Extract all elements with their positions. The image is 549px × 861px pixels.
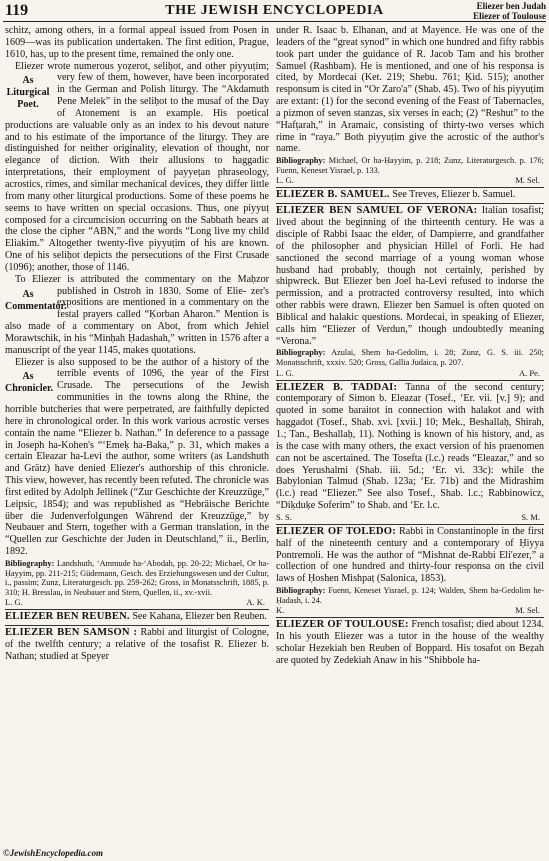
signature-right: S. M. bbox=[521, 511, 540, 522]
signature-line bbox=[276, 605, 544, 615]
signature-left: S. S. bbox=[276, 511, 292, 522]
page-number: 119 bbox=[5, 2, 29, 19]
bibliography-text: Landshuth, ‘Ammude ha-‘Abodah, pp. 20-22; Michael, Or ha-Ḥayyim, pp. 211-215; Güdemann, Gesch. des Erziehungswesen und der Cultur, i., passim; Zunz, Literaturgesch. pp. 259-262; Gross, in Monatsschrift, 1885, p. 310; H. Bresslau, in Neubauer and Stern, Quellen, ii., xv.-xvii. bbox=[5, 558, 269, 597]
paragraph-text: To Eliezer is attributed the commentary on the Maḥzor published in Ostroh in 1830. Some of Elie- bbox=[15, 273, 269, 297]
paragraph: schitz, among others, in a formal appeal issued from Posen in 1609—was its publication undertaken. The first edition, Prague, 1610, has, up to the present time, remained the only one. bbox=[5, 25, 269, 60]
bibliography-label: Bibliography: bbox=[276, 586, 326, 596]
entry-heading: ELIEZER BEN SAMUEL OF VERONA: bbox=[276, 205, 478, 217]
paragraph-chronicle bbox=[5, 357, 269, 558]
signature-right: A. Pe. bbox=[518, 367, 540, 378]
bibliography-label: Bibliography: bbox=[276, 348, 326, 358]
signature-line bbox=[276, 512, 544, 522]
entry-heading: ELIEZER OF TOULOUSE: bbox=[276, 619, 409, 631]
bibliography bbox=[276, 586, 544, 605]
paragraph-liturgy bbox=[5, 61, 269, 274]
bibliography-text: Fuenn, Keneset Yisrael, p. 124; Walden, Shem ha-Gedolim he-Ḥadash, i. 24. bbox=[276, 586, 544, 605]
right-column bbox=[276, 25, 544, 667]
running-head-first: Eliezer ben Judah bbox=[476, 1, 546, 11]
entry-eliezer-of-toulouse bbox=[276, 617, 544, 666]
entry-eliezer-of-toledo bbox=[276, 524, 544, 585]
bibliography-label: Bibliography: bbox=[276, 156, 326, 166]
running-head bbox=[473, 1, 546, 21]
bibliography bbox=[5, 559, 269, 597]
entry-eliezer-ben-samson bbox=[5, 625, 269, 663]
entry-heading: ELIEZER BEN REUBEN. bbox=[5, 611, 130, 623]
paragraph: under R. Isaac b. Elhanan, and at Mayence. He was one of the leaders of the “great synod” in which one hundred and fifty rabbis took part under the guidance of R. Jacob Tam and his brother Samuel (Rashbam). He is mentioned, and one of his responsa is cited, by Mordecai (Ket. 219; Shebu. 761; Ḳid. 515); another responsum is cited in “Or Zaro'a” (Shab. 45). Two of his piyyuṭim are extant: (1) for the second evening of the Feast of Tabernacles, a pizmon of seven stanzas, six verses in each; (2) “Reshut” to the “Hafṭarah,” in Aramaic, consisting of thirty-two verses which rime in “raya.” Both piyyuṭim give the acrostic of the author's name. bbox=[276, 25, 544, 155]
signature-line bbox=[5, 597, 269, 607]
page-header bbox=[0, 0, 549, 22]
paragraph-text: Eliezer is also supposed to be the author of a history of the terrible events of 1096, the year of the bbox=[15, 356, 269, 380]
signature-right: M. Sel. bbox=[515, 175, 540, 186]
entry-text: Italian tosafist; lived about the beginning of the thirteenth century. He was a disciple of Rabbi Isaac the elder, of Dampierre, and grandfather of the philosopher and physician Hillel of Forli. He had sanctioned the second marriage of a young woman whose husband had probably, though not certainly, perished by shipwreck. But Eliezer ben Joel ha-Levi refused to indorse the permission, and a protracted controversy resulted, into which other rabbis were drawn. Eliezer ben Samuel is often quoted on Biblical and halakic questions. Mordecai, in speaking of Eliezer, calls him “Eliezer of Verdun,” though undoubtedly meaning “Verona.” bbox=[276, 205, 544, 347]
signature-left: L. G. bbox=[276, 175, 294, 186]
signature-line bbox=[276, 175, 544, 185]
paragraph-text: zer's expositions are mentioned in a commentary on the festal prayers called “Ḳorban Aharon.” Mention is also made of a commentary on Abot, from which Jehiel Morawtschik, in his “Minḥah Ḥadashah,” written in 1576 after a manuscript of the year 1145, makes quotations. bbox=[5, 285, 269, 356]
signature-right: A. K. bbox=[246, 597, 265, 608]
paragraph-commentary bbox=[5, 274, 269, 357]
signature-left: L. G. bbox=[5, 597, 23, 608]
sidenote-commentator: As Commentator. bbox=[5, 288, 67, 312]
entry-eliezer-b-taddai bbox=[276, 380, 544, 512]
bibliography-text: Azulai, Shem ha-Gedolim, i. 28; Zunz, G. S. iii. 250; Monatsschrift, xxxiv. 520; Gross, Gallia Judaica, p. 207. bbox=[276, 348, 544, 368]
entry-text: Rabbi and liturgist of Cologne, of the twelfth century; a relative of the tosafist R. Eliezer b. Nathan; studied at Speyer bbox=[5, 627, 270, 662]
paragraph-text: Eliezer wrote numerous yoẓerot, seliḥot, and other piyyuṭim; very few of them, however, have been bbox=[15, 60, 269, 84]
entry-eliezer-b-samuel bbox=[276, 187, 544, 201]
entry-heading: ELIEZER BEN SAMSON : bbox=[5, 627, 138, 639]
entry-text: French tosafist; died about 1234. In his youth Eliezer was a tutor in the house of the wealthy scholar Hezekiah ben Reuben of Boppard. His tosafot on Beẓah are quoted by Zedekiah Anaw in his “Shibbole ha- bbox=[276, 619, 544, 666]
copyright-footer: ©JewishEncyclopedia.com bbox=[3, 848, 103, 858]
entry-heading: ELIEZER B. TADDAI: bbox=[276, 381, 398, 393]
entry-text: Tanna of the second century; contemporary of Simon b. Eleazar (Tosef., ‘Er. vii. [v.] 9); and quoted in some baraitot in connection with halakot and with haggadot (Tosef., Shab. xvi. [xvii.] 10; Mek., Beshallaḥ, Shirah, 1.; Tan., Beshallaḥ, 11). Nothing is known of his history, and, as is the case with many others, the exact version of his praenomen can not be ascertained. The Tosefta (l.c.) reads “Eleazar,” and so does Yerushalmi (Shab. iii. 5d.; ‘Er. vi. 33c): while the Babylonian Talmud (Shab. 123a; ‘Er. 71b) and the Midrashim (l.c.) read “Eliezer.” See also Tosef., Shab. l.c.; Rabbinowicz, “Diḳduḳe Soferim” to Shab. and ‘Er. l.c. bbox=[276, 381, 545, 512]
entry-text: See Treves, Eliezer b. Samuel. bbox=[392, 189, 516, 201]
sidenote-liturgical-poet: As Liturgical Poet. bbox=[6, 75, 50, 111]
paragraph-text: incorporated in the German and Polish liturgy. The “Akdamuth Pene Melek” in the seliḥot to the musaf of the Day of Atonement is an example. His poetical productions are valuable only as an index to his devout nature and to his estimate of the importance of the liturgy. They are distinguished for neither originality, elevation of thought, nor elegance of diction. With their allusions to haggadic interpretations, their employment of payyeṭan phraseology, acrostics, rimes, and similar mechanical devices, they differ little from many other liturgical productions. Some of these poems he seems to have written on special occasions. Thus, one piyyuṭ composed for a circumcision occurring on the Sabbath bears at the close the cipher “ABN,” and the words “Long live my child Eliakim.” Altogether twenty-five piyyuṭim of his are known. One of his seliḥot depicts the persecutions of the First Crusade (1096); another, those of 1146. bbox=[5, 72, 269, 273]
entry-text: See Kahana, Eliezer ben Reuben. bbox=[132, 611, 267, 623]
header-rule bbox=[3, 21, 546, 22]
signature-line bbox=[276, 368, 544, 378]
bibliography-text: Michael, Or ha-Ḥayyim, p. 218; Zunz, Literaturgesch. p. 176; Fuenn, Keneset Yisrael, p. 133. bbox=[276, 156, 544, 175]
signature-left: K. bbox=[276, 605, 285, 616]
entry-heading: ELIEZER OF TOLEDO: bbox=[276, 525, 396, 537]
signature-left: L. G. bbox=[276, 367, 294, 378]
bibliography bbox=[276, 156, 544, 175]
page-title: THE JEWISH ENCYCLOPEDIA bbox=[165, 3, 384, 18]
running-head-last: Eliezer of Toulouse bbox=[473, 11, 546, 21]
entry-heading: ELIEZER B. SAMUEL. bbox=[276, 189, 390, 201]
bibliography-label: Bibliography: bbox=[5, 558, 55, 568]
left-column bbox=[5, 25, 269, 663]
bibliography bbox=[276, 348, 544, 367]
paragraph-text: First Crusade. The persecutions of the Jewish communities in the towns along the Rhine, the horrible butcheries that were perpetrated, are faithfully depicted here in chronological order. In this work various acrostic verses contain the name “Eliezer b. Nathan.” In deference to a passage in Joseph ha-Kohen's “‘Emeḳ ha-Baka,” p. 31, which makes a certain Eleazar ha-Levi the author, some writers (as Landshuth and Grätz) have denied Eliezer's authorship of this chronicle. This view, however, has recently been refuted. The chronicle was first edited by Adolph Jellinek (“Zur Geschichte der Kreuzzüge,” Leipsic, 1854); and was republished as “Hebräische Berichte über die Judenverfolgungen Während der Kreuzzüge,” by Neubauer and Stern, together with a German translation, in the “Quellen zur Geschichte der Juden in Deutschland,” ii., Berlin, 1892. bbox=[5, 368, 269, 558]
sidenote-chronicler: As Chronicler. bbox=[5, 371, 54, 395]
entry-eliezer-of-verona bbox=[276, 203, 544, 347]
entry-eliezer-ben-reuben bbox=[5, 609, 269, 623]
entry-text: Rabbi in Constantinople in the first half of the nineteenth century and a contemporary of Ḥiyya Pontremoli. He was the author of “Mishnat de-Rabbi Eli'ezer,” a collection of one hundred and thirty-four responsa on the civil laws of Ḥoshen Mishpaṭ (Salonica, 1853). bbox=[276, 525, 545, 585]
signature-right: M. Sel. bbox=[515, 605, 540, 616]
